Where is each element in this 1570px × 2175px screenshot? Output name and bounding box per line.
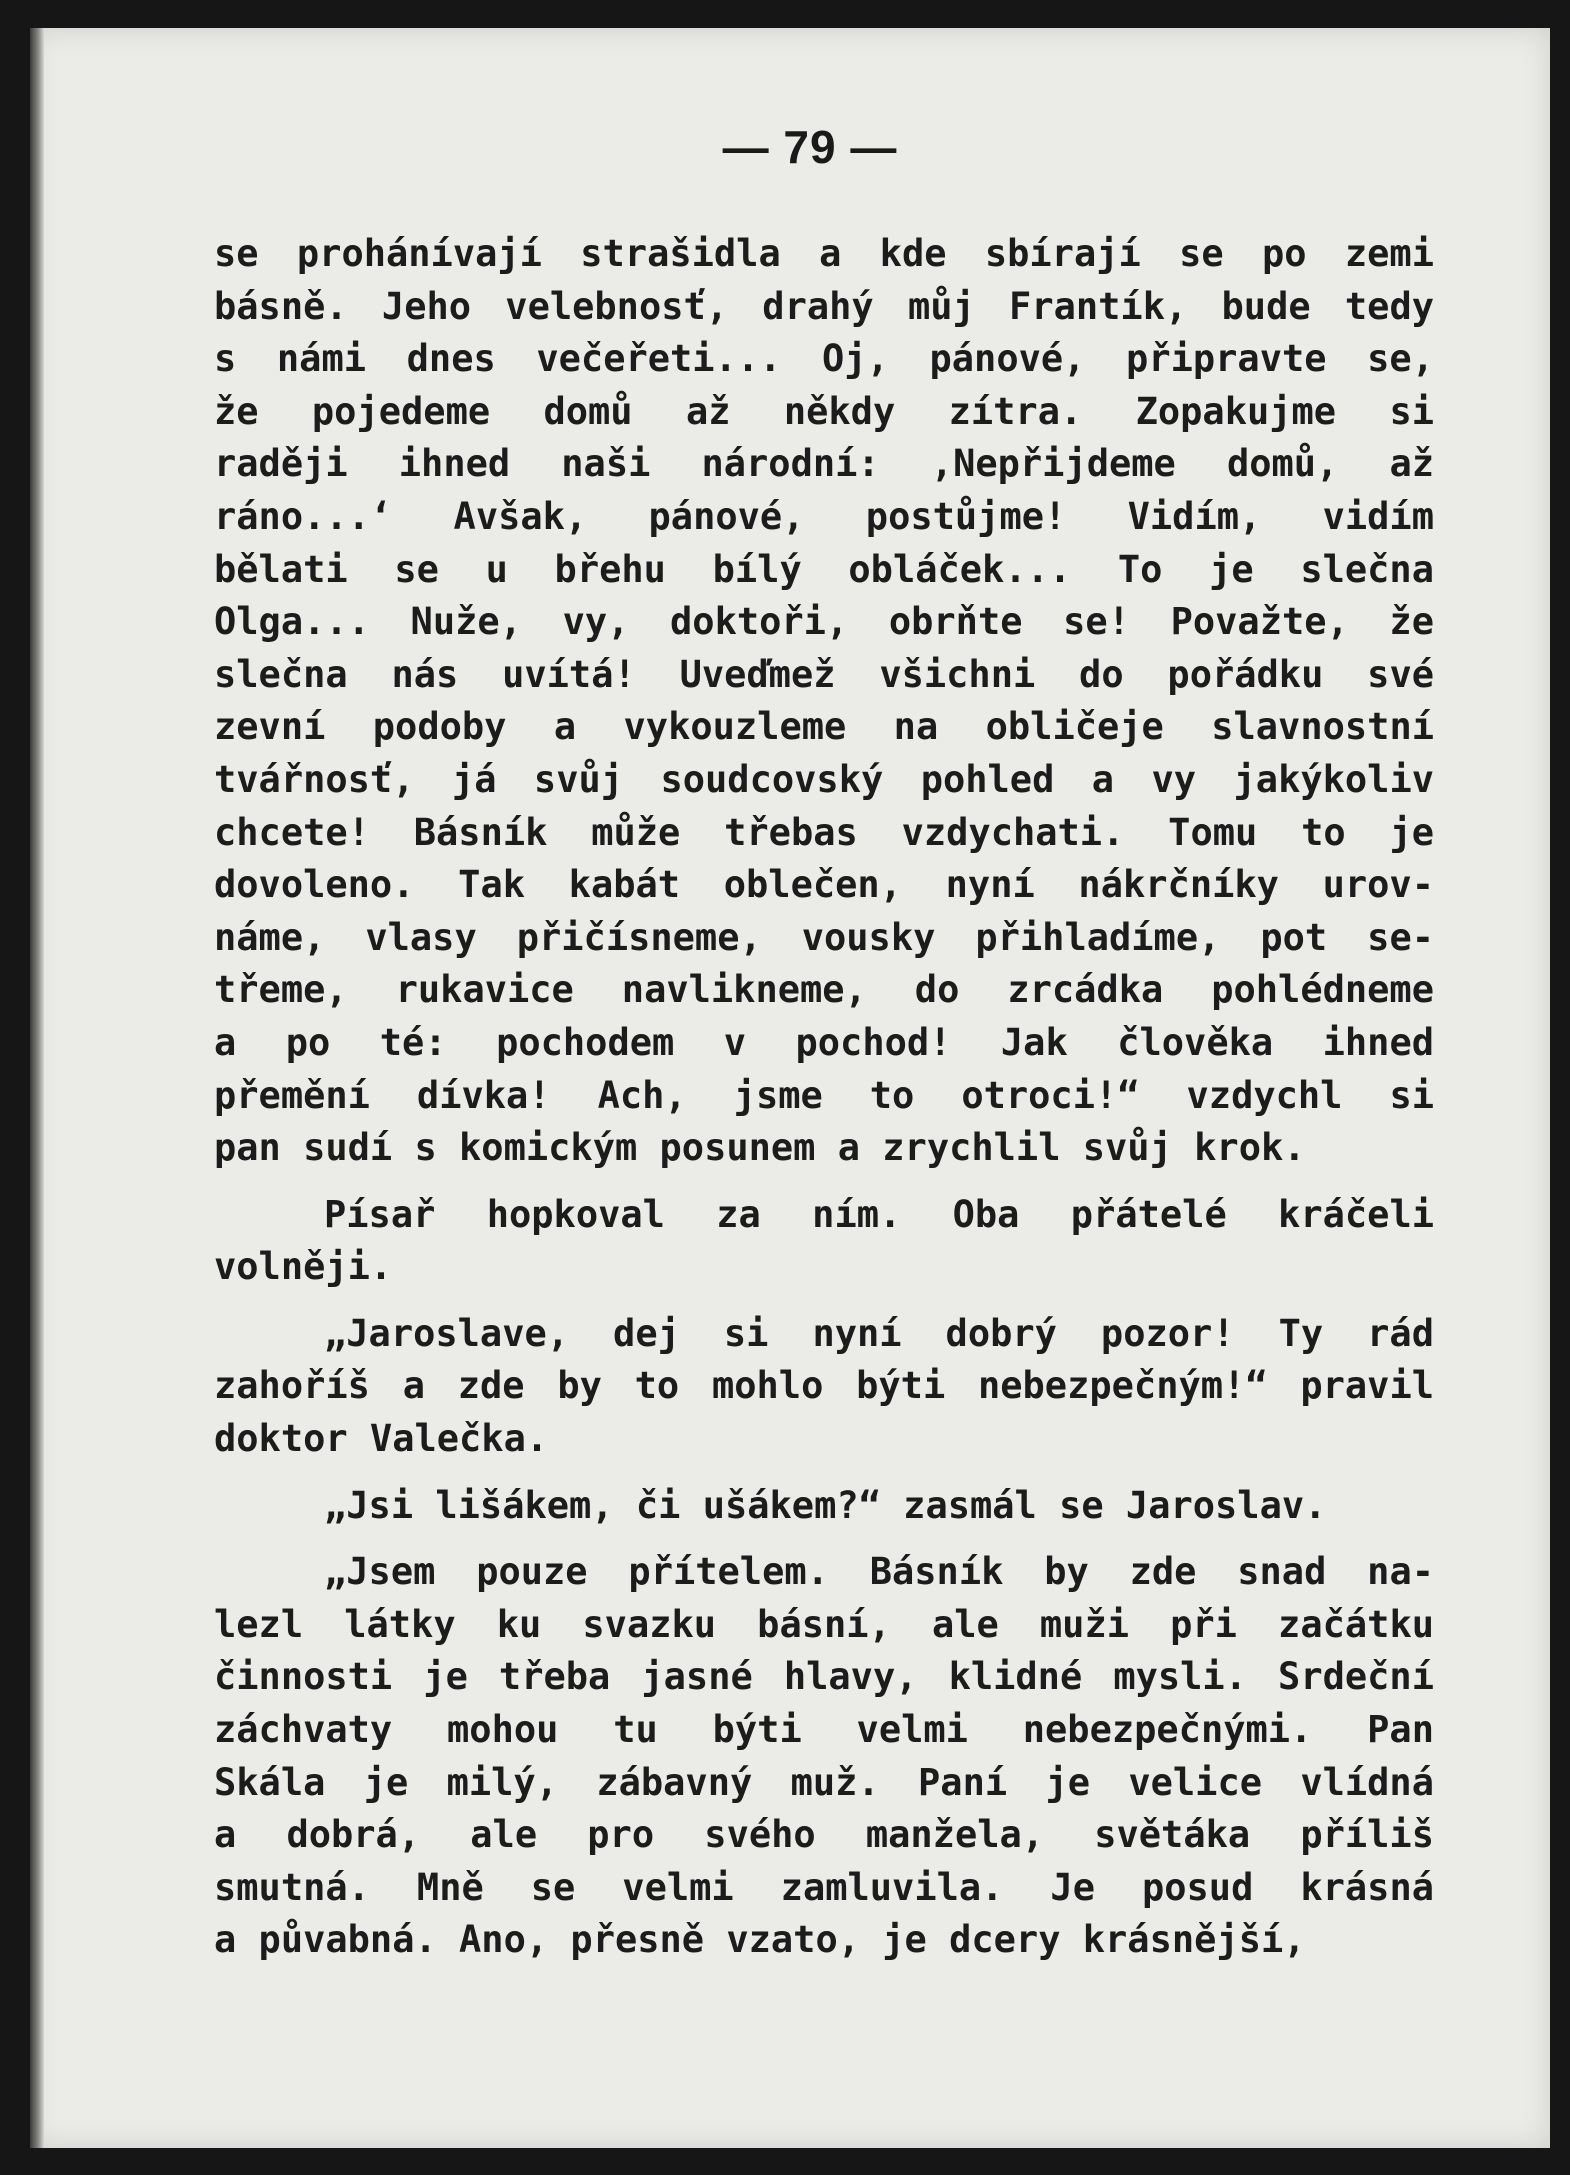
text-line: a dobrá, ale pro svého manžela, světáka příliš <box>214 1813 1434 1857</box>
text-line: volněji. <box>214 1245 393 1289</box>
text-line: lezl látky ku svazku básní, ale muži při začátku <box>214 1602 1434 1646</box>
text-line: zahoříš a zde by to mohlo býti nebezpečným!“ pravil <box>214 1364 1434 1408</box>
page-binding-edge <box>30 28 44 2148</box>
paragraph <box>214 1480 1434 1533</box>
text-line: tvářnosť, já svůj soudcovský pohled a vy jakýkoliv <box>214 757 1434 801</box>
text-line: zevní podoby a vykouzleme na obličeje slavnostní <box>214 705 1434 749</box>
text-line: smutná. Mně se velmi zamluvila. Je posud krásná <box>214 1865 1434 1909</box>
paragraph <box>214 1546 1434 1967</box>
text-line: bělati se u břehu bílý obláček... To je slečna <box>214 547 1434 591</box>
paragraph-gap <box>214 1175 1434 1189</box>
text-line: raději ihned naši národní: ‚Nepřijdeme domů, až <box>214 442 1434 486</box>
paragraph <box>214 228 1434 1175</box>
paragraph <box>214 1308 1434 1466</box>
paragraph <box>214 1189 1434 1294</box>
page-number: — 79 — <box>722 121 898 173</box>
text-line: Písař hopkoval za ním. Oba přátelé kráčeli <box>324 1192 1434 1236</box>
body-text <box>214 228 1434 1967</box>
text-line: Olga... Nuže, vy, doktoři, obrňte se! Považte, že <box>214 600 1434 644</box>
text-line: „Jsem pouze přítelem. Básník by zde snad na- <box>324 1550 1434 1594</box>
text-line: s námi dnes večeřeti... Oj, pánové, připravte se, <box>214 337 1434 381</box>
text-line: záchvaty mohou tu býti velmi nebezpečnými. Pan <box>214 1708 1434 1752</box>
text-line: a půvabná. Ano, přesně vzato, je dcery krásnější, <box>214 1918 1306 1962</box>
text-line: se prohánívají strašidla a kde sbírají se po zemi <box>214 232 1434 275</box>
text-line: ráno...‘ Avšak, pánové, postůjme! Vidím, vidím <box>214 494 1434 538</box>
paragraph-gap <box>214 1532 1434 1546</box>
text-line: „Jaroslave, dej si nyní dobrý pozor! Ty rád <box>324 1311 1434 1355</box>
text-line: pan sudí s komickým posunem a zrychlil svůj krok. <box>214 1126 1306 1170</box>
text-line: náme, vlasy přičísneme, vousky přihladíme, pot se- <box>214 915 1434 959</box>
text-line: činnosti je třeba jasné hlavy, klidné mysli. Srdeční <box>214 1655 1434 1699</box>
text-line: chcete! Básník může třebas vzdychati. Tomu to je <box>214 810 1434 854</box>
text-line: „Jsi lišákem, či ušákem?“ zasmál se Jaroslav. <box>324 1483 1327 1527</box>
text-line: že pojedeme domů až někdy zítra. Zopakujme si <box>214 389 1434 433</box>
text-line: dovoleno. Tak kabát oblečen, nyní nákrčníky urov- <box>214 863 1434 907</box>
paragraph-gap <box>214 1294 1434 1308</box>
text-line: třeme, rukavice navlikneme, do zrcádka pohlédneme <box>214 968 1434 1012</box>
text-line: Skála je milý, zábavný muž. Paní je velice vlídná <box>214 1760 1434 1804</box>
text-line: básně. Jeho velebnosť, drahý můj Frantík, bude tedy <box>214 284 1434 328</box>
text-line: slečna nás uvítá! Uveďmež všichni do pořádku své <box>214 652 1434 696</box>
text-line: doktor Valečka. <box>214 1417 549 1461</box>
text-line: přemění dívka! Ach, jsme to otroci!“ vzdychl si <box>214 1073 1434 1117</box>
text-line: a po té: pochodem v pochod! Jak člověka ihned <box>214 1020 1434 1064</box>
paragraph-gap <box>214 1466 1434 1480</box>
